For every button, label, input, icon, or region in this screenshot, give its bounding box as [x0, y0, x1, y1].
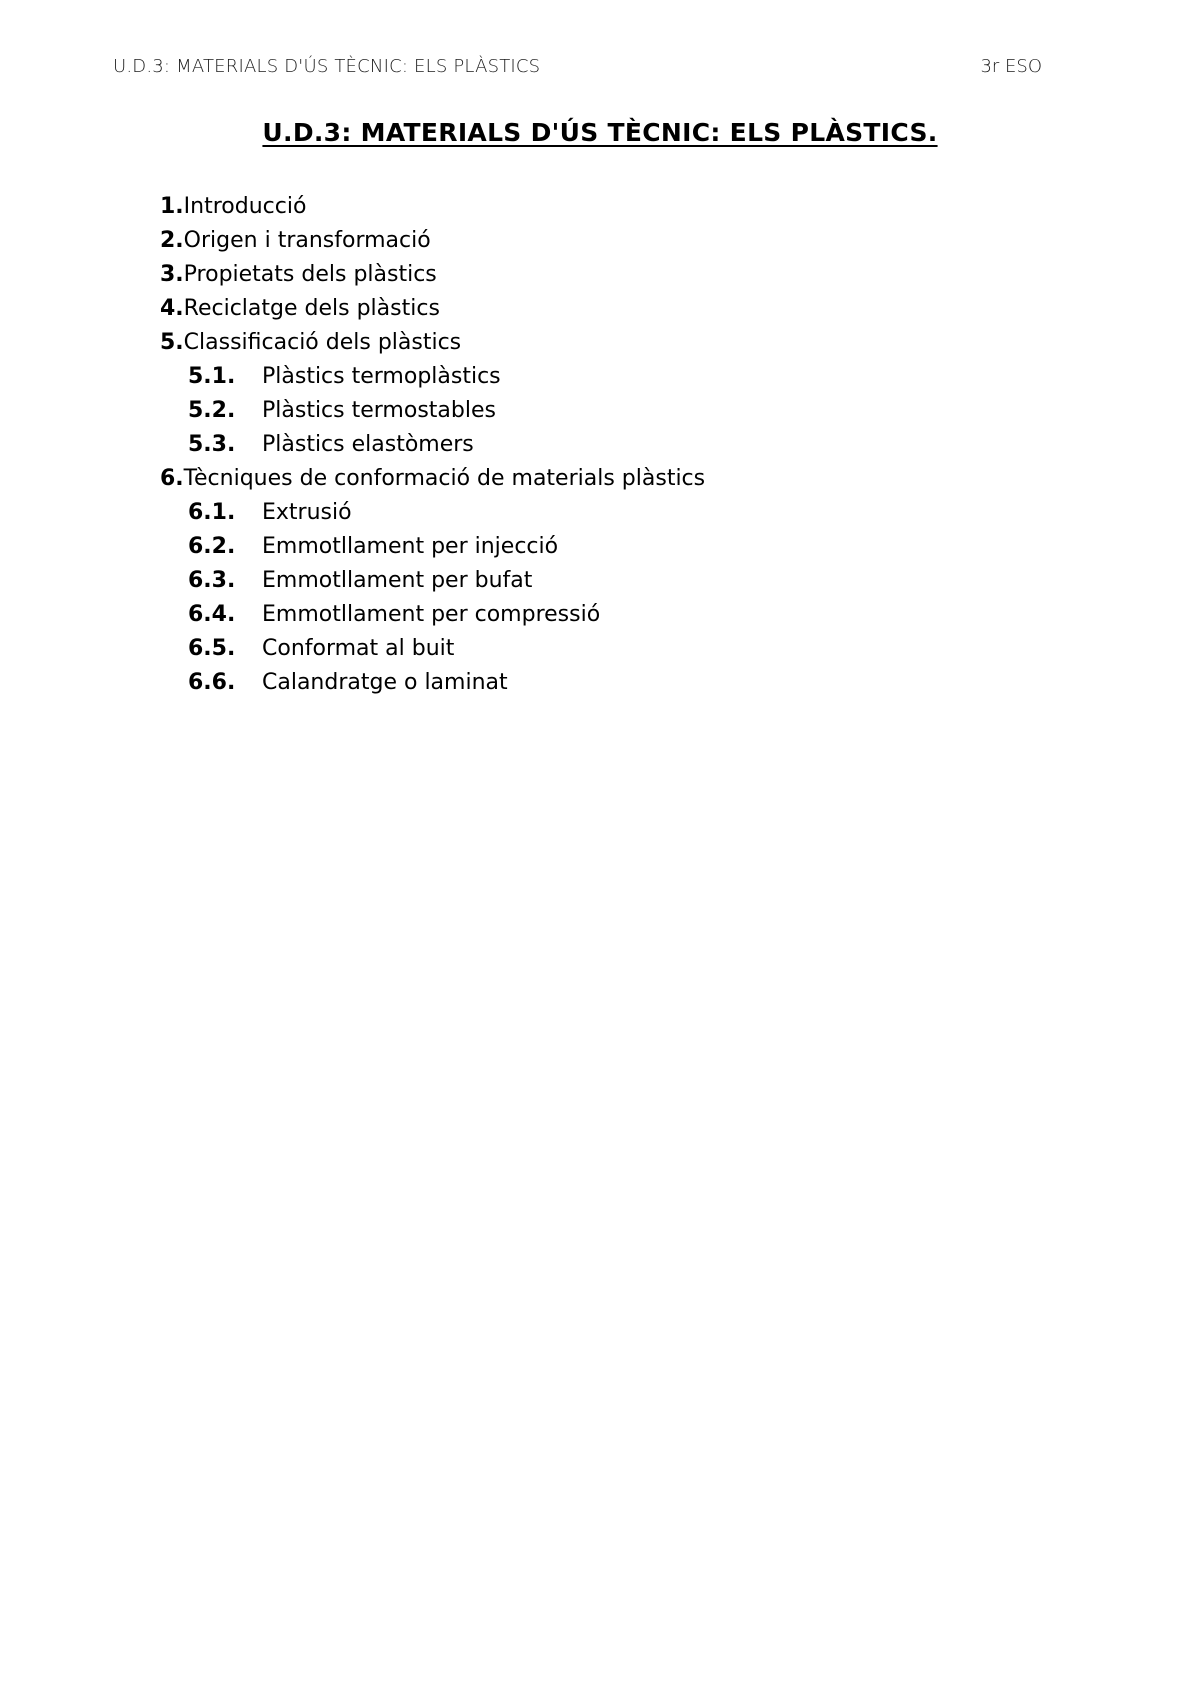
toc-subitem-label: Calandratge o laminat: [262, 670, 508, 695]
table-of-contents: [160, 190, 705, 700]
toc-subitem-label: Extrusió: [262, 500, 352, 525]
toc-item-number: 3.: [160, 262, 184, 287]
toc-subitem-6-3: [160, 564, 705, 598]
toc-item-6: [160, 462, 705, 496]
toc-item-number: 4.: [160, 296, 184, 321]
toc-subitem-number: 6.2.: [188, 534, 236, 559]
toc-subitem-number: 6.6.: [188, 670, 236, 695]
toc-subitem-number: 6.4.: [188, 602, 236, 627]
toc-subitem-5-2: [160, 394, 705, 428]
toc-subitem-6-2: [160, 530, 705, 564]
toc-subitem-6-1: [160, 496, 705, 530]
header-unit-title: U.D.3: MATERIALS D'ÚS TÈCNIC: ELS PLÀSTICS: [113, 56, 541, 77]
toc-subitem-label: Emmotllament per compressió: [262, 602, 601, 627]
document-title-text: U.D.3: MATERIALS D'ÚS TÈCNIC: ELS PLÀSTICS.: [262, 118, 938, 147]
toc-subitem-label: Conformat al buit: [262, 636, 455, 661]
toc-subitem-label: Plàstics elastòmers: [262, 432, 474, 457]
toc-item-number: 5.: [160, 330, 184, 355]
toc-item-1: [160, 190, 705, 224]
toc-item-2: [160, 224, 705, 258]
toc-subitem-5-1: [160, 360, 705, 394]
toc-subitem-label: Emmotllament per bufat: [262, 568, 533, 593]
toc-subitem-label: Plàstics termoplàstics: [262, 364, 501, 389]
toc-item-number: 1.: [160, 194, 184, 219]
toc-subitem-number: 5.2.: [188, 398, 236, 423]
toc-subitem-number: 6.3.: [188, 568, 236, 593]
toc-item-label: Tècniques de conformació de materials plàstics: [183, 466, 706, 491]
toc-subitem-6-4: [160, 598, 705, 632]
document-title: [0, 118, 1200, 147]
toc-item-number: 6.: [160, 466, 184, 491]
toc-subitem-label: Plàstics termostables: [262, 398, 496, 423]
toc-item-5: [160, 326, 705, 360]
toc-subitem-number: 5.1.: [188, 364, 236, 389]
toc-item-label: Reciclatge dels plàstics: [183, 296, 440, 321]
toc-item-label: Introducció: [183, 194, 307, 219]
page-header: [113, 56, 1042, 84]
toc-subitem-label: Emmotllament per injecció: [262, 534, 559, 559]
header-course: 3r ESO: [980, 56, 1042, 77]
toc-subitem-5-3: [160, 428, 705, 462]
toc-item-number: 2.: [160, 228, 184, 253]
toc-subitem-number: 5.3.: [188, 432, 236, 457]
toc-subitem-6-5: [160, 632, 705, 666]
toc-subitem-6-6: [160, 666, 705, 700]
toc-item-label: Propietats dels plàstics: [183, 262, 437, 287]
toc-item-4: [160, 292, 705, 326]
toc-subitem-number: 6.5.: [188, 636, 236, 661]
toc-item-label: Classificació dels plàstics: [183, 330, 462, 355]
toc-item-3: [160, 258, 705, 292]
toc-subitem-number: 6.1.: [188, 500, 236, 525]
toc-item-label: Origen i transformació: [183, 228, 431, 253]
